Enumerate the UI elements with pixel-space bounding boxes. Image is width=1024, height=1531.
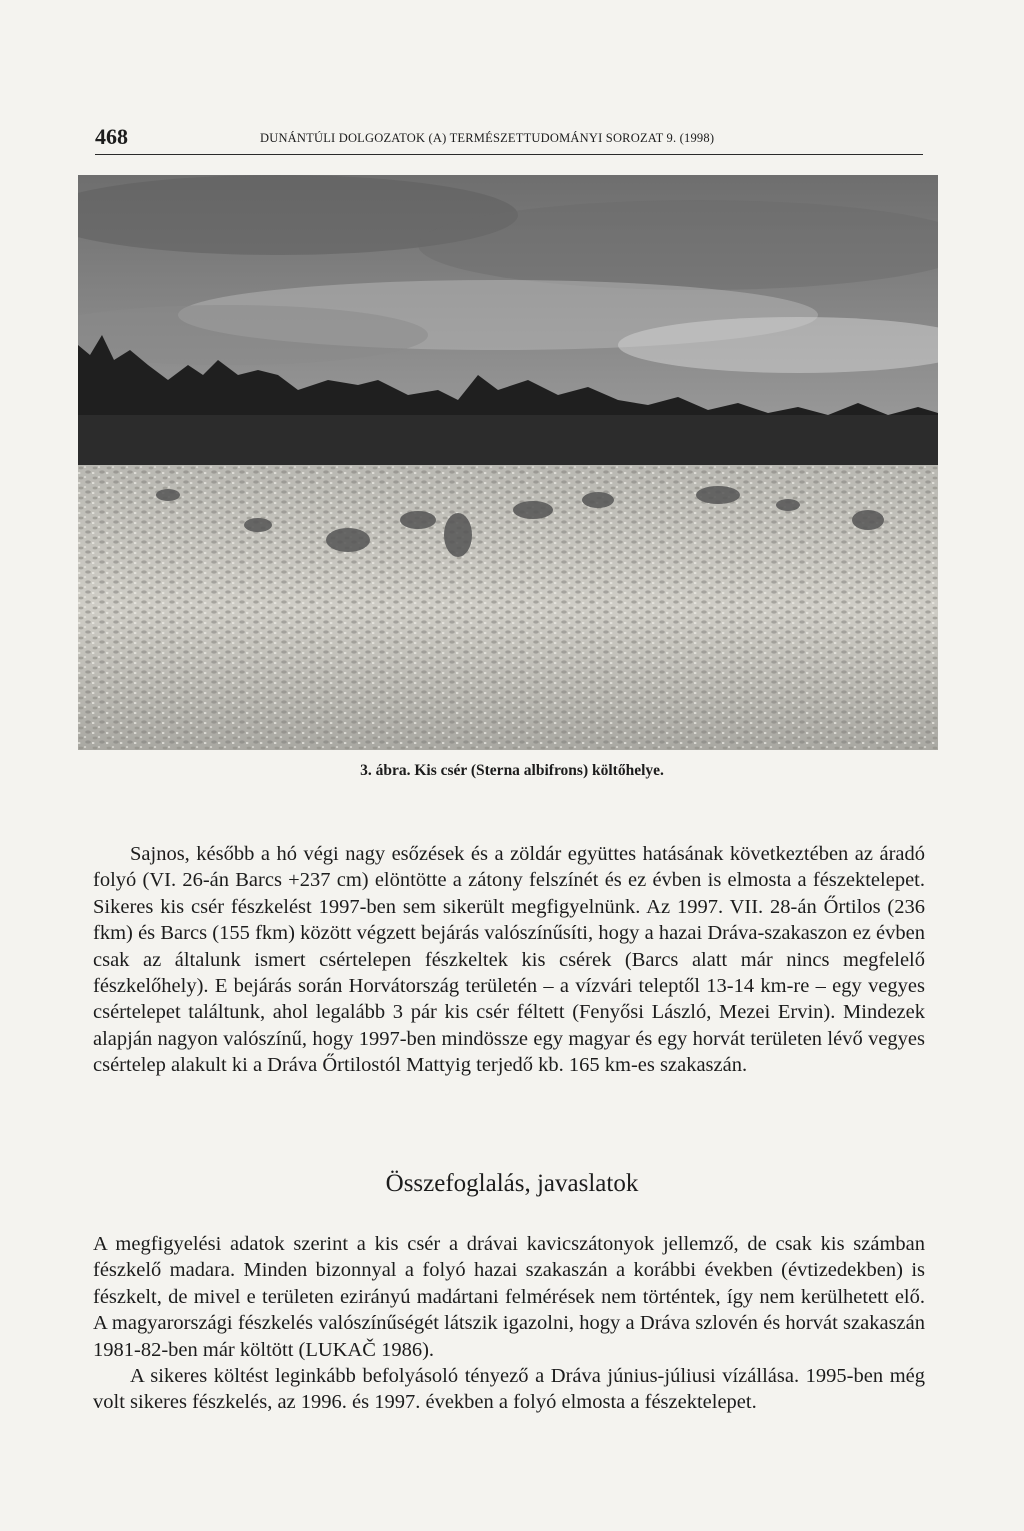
paragraph-1: Sajnos, később a hó végi nagy esőzések és a zöldár együttes hatásának következtében az áradó folyó (VI. 26-án Barcs +237 cm) elöntötte a zátony felszínét és ez évben is elmosta a fészektelepet. Sikeres kis csér fészkelést 1997-ben sem sikerült megfigyelnünk. Az 1997. VII. 28-án Őrtilos (236 fkm) és Barcs (155 fkm) között végzett bejárás valószínűsíti, hogy a hazai Dráva-szakaszon ez évben csak az általunk ismert csértelepen fészkeltek kis csérek (Barcs alatt már nincs megfelelő fészkelőhely). E bejárás során Horvátország területén – a vízvári teleptől 13-14 km-re – egy vegyes csértelepet találtunk, ahol legalább 3 pár kis csér féltett (Fenyősi László, Mezei Ervin). Mindezek alapján nagyon valószínű, hogy 1997-ben mindössze egy magyar és egy horvát területen lévő vegyes csértelep alakult ki a Dráva Őrtilostól Mattyig terjedő kb. 165 km-es szakaszán. [93,843,925,1077]
page-number: 468 [95,124,128,149]
paragraph-3: A sikeres költést leginkább befolyásoló tényező a Dráva június-júliusi vízállása. 1995-ben még volt sikeres fészkelés, az 1996. és 1997. években a folyó elmosta a fészektelepet. [93,1365,925,1414]
paragraph-2: A megfigyelési adatok szerint a kis csér a drávai kavicszátonyok jellemző, de csak kis számban fészkelő madara. Minden bizonnyal a folyó hazai szakaszán a korábbi években (évtizedekben) is fészkelt, de mivel e területen ezirányú madártani felmérések nem történtek, így nem kerülhetett elő. A magyarországi fészkelés valószínűségét látszik igazolni, hogy a Dráva szlovén és horvát szakaszán 1981-82-ben már költött (LUKAČ 1986). [93,1233,925,1361]
gravel-bar-photo [78,175,938,750]
section-title: Összefoglalás, javaslatok [385,1170,639,1197]
figure-caption: 3. ábra. Kis csér (Sterna albifrons) költőhelye. [360,762,664,779]
page-header [95,120,923,155]
journal-title: DUNÁNTÚLI DOLGOZATOK (A) TERMÉSZETTUDOMÁNYI SOROZAT 9. (1998) [260,131,715,145]
